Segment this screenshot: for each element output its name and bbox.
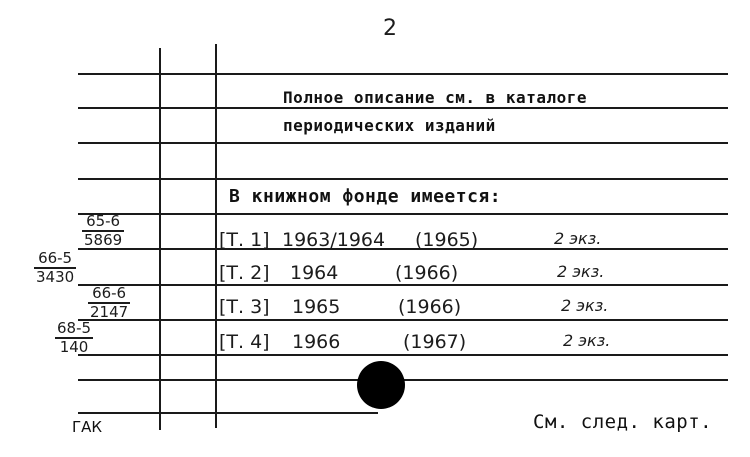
published-year: (1966) (395, 262, 459, 284)
shelf-mark-bottom: 5869 (84, 231, 123, 249)
ruled-line (78, 178, 728, 180)
shelf-mark (55, 320, 93, 356)
volume-years: 1965 (292, 296, 341, 318)
published-year: (1967) (403, 331, 467, 353)
published-year: (1965) (415, 229, 479, 251)
ruled-line (78, 319, 728, 321)
ruled-line (78, 284, 728, 286)
ruled-line (78, 248, 728, 250)
shelf-mark-bottom: 2147 (90, 303, 129, 321)
holdings-heading: В книжном фонде имеется: (229, 186, 502, 207)
copies-count: 2 экз. (554, 229, 602, 248)
volume-years: 1963/1964 (282, 229, 386, 251)
shelf-mark-bottom: 140 (59, 338, 89, 356)
copies-count: 2 экз. (561, 296, 609, 315)
ruled-line (78, 354, 728, 356)
volume-number: [Т. 4] (219, 331, 270, 353)
margin-line-left (159, 48, 161, 430)
page-number: 2 (383, 16, 397, 41)
ruled-line (78, 142, 728, 144)
margin-line-right (215, 44, 217, 428)
shelf-mark (82, 213, 124, 249)
shelf-mark-top: 65-6 (82, 213, 124, 232)
copies-count: 2 экз. (557, 262, 605, 281)
volume-number: [Т. 1] (219, 229, 270, 251)
continuation-note: См. след. карт. (533, 411, 713, 433)
ruled-line (78, 107, 728, 109)
volume-number: [Т. 2] (219, 262, 270, 284)
shelf-mark (34, 250, 76, 286)
ruled-line (78, 213, 728, 215)
volume-years: 1966 (292, 331, 341, 353)
ruled-line (78, 412, 378, 414)
shelf-mark-bottom: 3430 (36, 268, 75, 286)
shelf-mark (88, 285, 130, 321)
volume-number: [Т. 3] (219, 296, 270, 318)
published-year: (1966) (398, 296, 462, 318)
punch-hole (357, 361, 405, 409)
stamp-code: ГАК (72, 418, 103, 436)
shelf-mark-top: 68-5 (57, 319, 92, 337)
copies-count: 2 экз. (563, 331, 611, 350)
shelf-mark-top: 66-5 (34, 250, 76, 269)
volume-years: 1964 (290, 262, 339, 284)
description-note-line1: Полное описание см. в каталоге (283, 88, 587, 107)
description-note-line2: периодических изданий (283, 116, 496, 135)
shelf-mark-top: 66-6 (88, 285, 130, 304)
ruled-line (78, 73, 728, 75)
